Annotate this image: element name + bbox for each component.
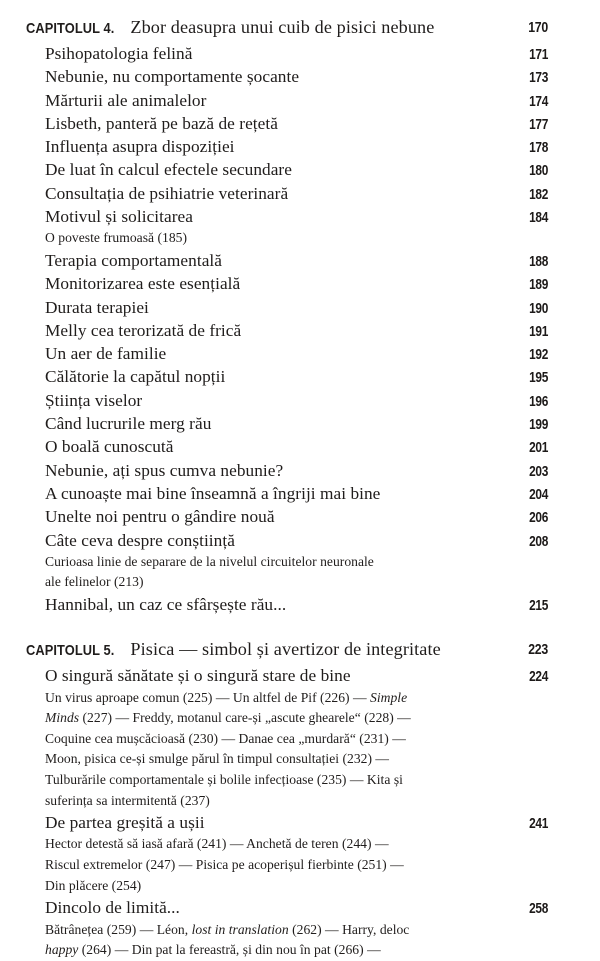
chapter-heading[interactable] <box>26 636 548 664</box>
toc-entry-title: Unelte noi pentru o gândire nouă <box>45 507 275 527</box>
toc-entry[interactable] <box>26 896 548 919</box>
toc-subentry-text: (264) — Din pat la fereastră, și din nou în pat (266) — <box>78 942 381 958</box>
toc-subentry-text: ale felinelor (213) <box>45 574 144 590</box>
toc-entry[interactable] <box>26 482 548 505</box>
toc-entry-page-number: 206 <box>529 510 548 527</box>
toc-subentry-text: (262) — Harry, deloc <box>288 921 410 937</box>
toc-entry[interactable] <box>26 135 548 158</box>
chapter-label: CAPITOLUL 5. <box>26 643 115 660</box>
chapter-page-number: 170 <box>528 19 548 36</box>
toc-entry-title: Știința viselor <box>45 390 143 410</box>
toc-subentry-text: Coquine cea mușcăcioasă (230) — Danae cea „murdară“ (231) — <box>45 730 406 746</box>
toc-entry-title: Terapia comportamentală <box>45 250 222 270</box>
chapter-gap <box>26 616 548 636</box>
toc-subentry-line <box>26 552 548 573</box>
toc-entry[interactable] <box>26 412 548 435</box>
table-of-contents <box>26 14 548 961</box>
toc-entry[interactable] <box>26 272 548 295</box>
toc-entry-page-number: 192 <box>529 347 548 364</box>
toc-subentry-text: Curioasa linie de separare de la nivelul circuitelor neuronale <box>45 553 374 569</box>
toc-entry-title: Hannibal, un caz ce sfârșește rău... <box>45 595 287 615</box>
toc-entry-title: A cunoaște mai bine înseamnă a îngriji mai bine <box>45 483 381 503</box>
toc-entry[interactable] <box>26 811 548 834</box>
toc-entry[interactable] <box>26 505 548 528</box>
toc-entry-page-number: 208 <box>529 533 548 550</box>
toc-entry-page-number: 201 <box>529 440 548 457</box>
toc-entry-title: Un aer de familie <box>45 344 167 364</box>
toc-entry-title: Nebunie, nu comportamente șocante <box>45 67 300 87</box>
toc-entry-page-number: 215 <box>529 598 548 615</box>
toc-entry-page-number: 171 <box>529 47 548 63</box>
toc-subentry-text: Din plăcere (254) <box>45 877 142 893</box>
toc-subentry-line <box>26 920 548 941</box>
toc-entry-title: Melly cea terorizată de frică <box>45 320 242 340</box>
toc-entry[interactable] <box>26 89 548 112</box>
toc-entry-page-number: 258 <box>529 901 548 918</box>
toc-entry-page-number: 199 <box>529 417 548 434</box>
toc-subentry-text: Moon, pisica ce-și smulge părul în timpul consultației (232) — <box>45 751 390 767</box>
toc-subentry-line <box>26 791 548 812</box>
toc-entry[interactable] <box>26 459 548 482</box>
toc-entry-title: Lisbeth, panteră pe bază de rețetă <box>45 113 278 133</box>
toc-entry[interactable] <box>26 342 548 365</box>
toc-entry-page-number: 224 <box>529 669 548 686</box>
toc-entry-title: Dincolo de limită... <box>45 898 180 918</box>
toc-entry-title: Când lucrurile merg rău <box>45 414 212 434</box>
toc-subentry-line <box>26 749 548 770</box>
toc-entry-title: Monitorizarea este esențială <box>45 274 241 294</box>
toc-entry-page-number: 190 <box>529 300 548 317</box>
toc-entry-title: Călătorie la capătul nopții <box>45 367 226 387</box>
toc-entry-title: Durata terapiei <box>45 297 149 317</box>
toc-entry-title: Nebunie, ați spus cumva nebunie? <box>45 460 284 480</box>
toc-subentry-italic: Simple <box>370 689 408 705</box>
toc-subentry-line <box>26 855 548 876</box>
toc-entry-page-number: 174 <box>529 93 548 110</box>
toc-entry-title: Psihopatologia felină <box>45 44 193 63</box>
toc-entry-page-number: 182 <box>529 186 548 203</box>
toc-subentry-italic: happy <box>45 942 79 958</box>
chapter-heading[interactable] <box>26 14 548 42</box>
toc-entry-title: De partea greșită a ușii <box>45 813 205 833</box>
toc-subentry-italic: lost in translation <box>191 921 289 937</box>
toc-entry[interactable] <box>26 42 548 65</box>
toc-entry-title: O boală cunoscută <box>45 437 174 457</box>
chapter-title: Zbor deasupra unui cuib de pisici nebune <box>130 17 435 37</box>
chapter-label: CAPITOLUL 4. <box>26 21 115 37</box>
toc-entry-page-number: 178 <box>529 140 548 157</box>
toc-entry-title: Consultația de psihiatrie veterinară <box>45 183 289 203</box>
toc-entry-page-number: 191 <box>529 323 548 340</box>
toc-entry[interactable] <box>26 249 548 272</box>
toc-entry-page-number: 203 <box>529 463 548 480</box>
toc-entry-page-number: 184 <box>529 210 548 227</box>
toc-subentry-line <box>26 729 548 750</box>
toc-entry-page-number: 177 <box>529 116 548 133</box>
toc-subentry-line <box>26 688 548 709</box>
toc-subentry-text: suferința sa intermitentă (237) <box>45 792 210 808</box>
toc-subentry-line <box>26 572 548 593</box>
toc-entry-title: Mărturii ale animalelor <box>45 90 207 110</box>
toc-entry[interactable] <box>26 389 548 412</box>
toc-entry[interactable] <box>26 296 548 319</box>
toc-subentry-text: Bătrânețea (259) — Léon, <box>45 921 192 937</box>
toc-subentry-line <box>26 228 548 249</box>
chapter-page-number: 223 <box>528 641 548 659</box>
toc-subentry-line <box>26 876 548 897</box>
toc-entry[interactable] <box>26 205 548 228</box>
toc-entry-page-number: 189 <box>529 277 548 294</box>
toc-entry-title: Câte ceva despre conștiință <box>45 530 235 550</box>
toc-entry-page-number: 173 <box>529 70 548 87</box>
toc-entry-page-number: 196 <box>529 393 548 410</box>
toc-entry-page-number: 180 <box>529 163 548 180</box>
toc-entry-page-number: 241 <box>529 816 548 833</box>
toc-subentry-text: (227) — Freddy, motanul care-și „ascute ghearele“ (228) — <box>79 710 411 726</box>
toc-subentry-text: Riscul extremelor (247) — Pisica pe acoperișul fierbinte (251) — <box>45 857 404 873</box>
toc-entry[interactable] <box>26 158 548 181</box>
toc-subentry-text: Un virus aproape comun (225) — Un altfel de Pif (226) — <box>45 689 371 705</box>
toc-entry[interactable] <box>26 529 548 552</box>
toc-entry[interactable] <box>26 664 548 687</box>
toc-entry-title: Motivul și solicitarea <box>45 207 193 227</box>
toc-subentry-line <box>26 940 548 961</box>
toc-entry[interactable] <box>26 435 548 458</box>
toc-entry[interactable] <box>26 319 548 342</box>
toc-entry-title: Influența asupra dispoziției <box>45 137 235 157</box>
toc-subentry-text: O poveste frumoasă (185) <box>45 230 188 246</box>
toc-entry[interactable] <box>26 65 548 88</box>
toc-subentry-line <box>26 770 548 791</box>
toc-entry-title: O singură sănătate și o singură stare de bine <box>45 666 351 686</box>
toc-subentry-line <box>26 834 548 855</box>
toc-subentry-text: Tulburările comportamentale și bolile infecțioase (235) — Kita și <box>45 771 403 787</box>
toc-entry-page-number: 204 <box>529 486 548 503</box>
toc-entry-page-number: 195 <box>529 370 548 387</box>
toc-subentry-text: Hector detestă să iasă afară (241) — Anchetă de teren (244) — <box>45 836 389 852</box>
toc-subentry-italic: Minds <box>45 710 80 726</box>
toc-entry-title: De luat în calcul efectele secundare <box>45 160 292 180</box>
toc-entry[interactable] <box>26 365 548 388</box>
toc-entry[interactable] <box>26 112 548 135</box>
chapter-title: Pisica — simbol și avertizor de integritate <box>130 639 441 660</box>
toc-entry[interactable] <box>26 182 548 205</box>
toc-subentry-line <box>26 708 548 729</box>
toc-entry-page-number: 188 <box>529 253 548 270</box>
toc-entry[interactable] <box>26 593 548 616</box>
